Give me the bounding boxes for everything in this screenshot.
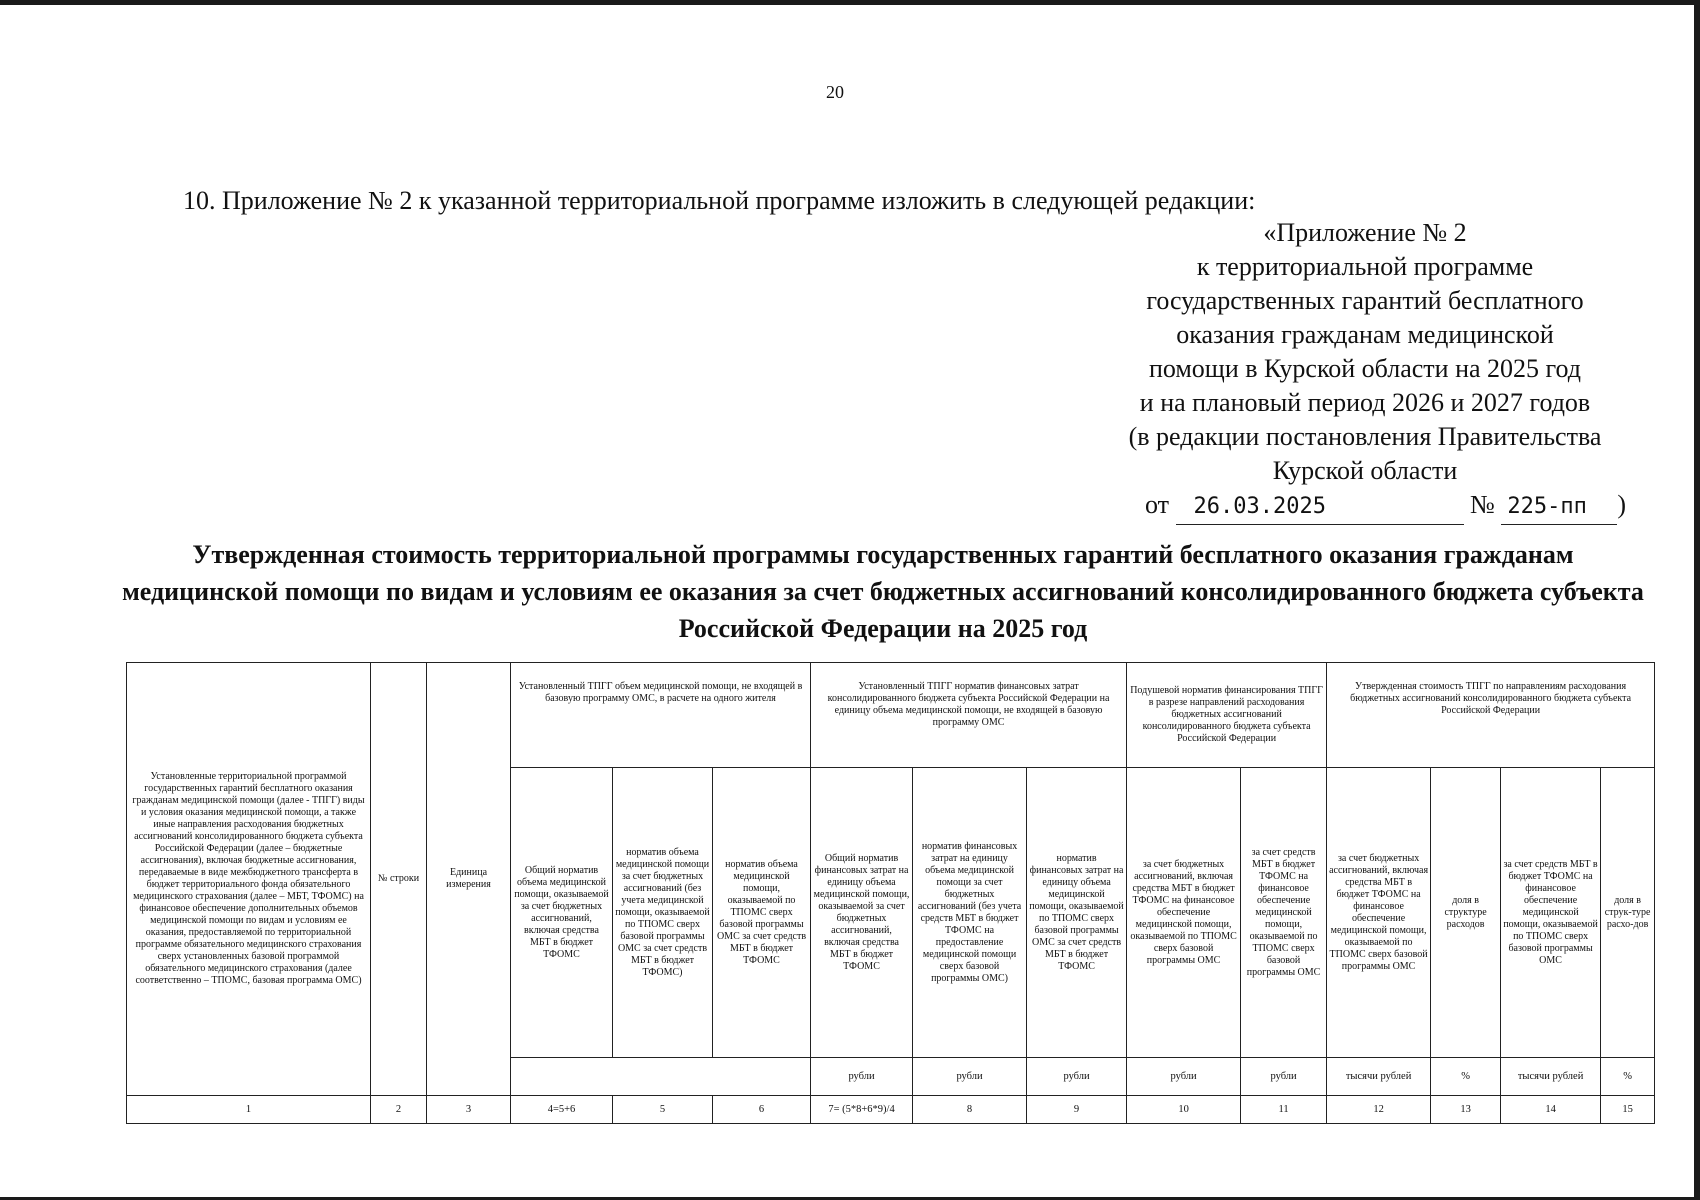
units-blank: [511, 1058, 811, 1096]
appendix-line: «Приложение № 2: [1263, 218, 1467, 247]
scan-border-right: [1694, 0, 1700, 1200]
subheader-col-11: за счет средств МБТ в бюджет ТФОМС на финансовое обеспечение медицинской помощи, оказываемой по ТПОМС сверх базовой программы ОМС: [1241, 768, 1327, 1058]
unit-col-12: тысячи рублей: [1327, 1058, 1431, 1096]
column-number: 10: [1127, 1096, 1241, 1124]
column-number: 14: [1501, 1096, 1601, 1124]
column-number: 1: [127, 1096, 371, 1124]
table-title: Утвержденная стоимость территориальной программы государственных гарантий бесплатного оказания гражданам медицинской помощи по видам и условиям ее оказания за счет бюджетных ассигнований консолидированного бюджета субъекта Российской Федерации на 2025 год: [122, 540, 1644, 643]
closing-paren: ): [1617, 490, 1627, 519]
resolution-number: 225-пп: [1501, 490, 1617, 525]
amendment-text: 10. Приложение № 2 к указанной территориальной программе изложить в следующей редакции:: [183, 186, 1256, 215]
subheader-col-10: за счет бюджетных ассигнований, включая средства МБТ в бюджет ТФОМС на финансовое обеспечение медицинской помощи, оказываемой по ТПОМС сверх базовой программы ОМС: [1127, 768, 1241, 1058]
unit-col-14: тысячи рублей: [1501, 1058, 1601, 1096]
header-col-2: № строки: [371, 663, 427, 1096]
column-number: 9: [1027, 1096, 1127, 1124]
scan-border-top: [0, 0, 1700, 5]
appendix-line: к территориальной программе: [1196, 252, 1534, 281]
column-number: 13: [1431, 1096, 1501, 1124]
page-number: 20: [826, 82, 844, 102]
number-label: №: [1470, 490, 1495, 519]
column-number: 3: [427, 1096, 511, 1124]
appendix-line: оказания гражданам медицинской: [1176, 320, 1554, 349]
unit-col-13: %: [1431, 1058, 1501, 1096]
appendix-line: и на плановый период 2026 и 2027 годов: [1139, 388, 1591, 417]
unit-col-15: %: [1601, 1058, 1655, 1096]
column-number: 6: [713, 1096, 811, 1124]
header-group-cost-norm: Установленный ТПГГ норматив финансовых затрат консолидированного бюджета субъекта Российской Федерации на единицу объема медицинской помощи, не входящей в базовую программу ОМС: [811, 663, 1127, 768]
unit-col-11: рубли: [1241, 1058, 1327, 1096]
unit-col-10: рубли: [1127, 1058, 1241, 1096]
unit-col-8: рубли: [913, 1058, 1027, 1096]
subheader-col-12: за счет бюджетных ассигнований, включая средства МБТ в бюджет ТФОМС на финансовое обеспечение медицинской помощи, оказываемой по ТПОМС сверх базовой программы ОМС: [1327, 768, 1431, 1058]
header-group-volume: Установленный ТПГГ объем медицинской помощи, не входящей в базовую программу ОМС, в расчете на одного жителя: [511, 663, 811, 768]
appendix-heading: [1085, 216, 1645, 525]
appendix-line: Курской области: [1272, 456, 1458, 485]
subheader-col-7: Общий норматив финансовых затрат на единицу объема медицинской помощи, оказываемой за счет бюджетных ассигнований, включая средства МБТ в бюджет ТФОМС: [811, 768, 913, 1058]
from-label: от: [1145, 490, 1170, 519]
column-number: 11: [1241, 1096, 1327, 1124]
resolution-date-line: [1085, 488, 1645, 525]
header-group-per-capita: Подушевой норматив финансирования ТПГГ в разрезе направлений расходования бюджетных ассигнований консолидированного бюджета субъекта Российской Федерации: [1127, 663, 1327, 768]
column-number: 4=5+6: [511, 1096, 613, 1124]
cost-table: [126, 662, 1655, 1124]
appendix-line: (в редакции постановления Правительства: [1128, 422, 1602, 451]
subheader-col-4: Общий норматив объема медицинской помощи, оказываемой за счет бюджетных ассигнований, включая средства МБТ в бюджет ТФОМС: [511, 768, 613, 1058]
subheader-col-14: за счет средств МБТ в бюджет ТФОМС на финансовое обеспечение медицинской помощи, оказываемой по ТПОМС сверх базовой программы ОМС: [1501, 768, 1601, 1058]
header-group-approved-cost: Утвержденная стоимость ТПГГ по направлениям расходования бюджетных ассигнований консолидированного бюджета субъекта Российской Федерации: [1327, 663, 1655, 768]
subheader-col-13: доля в структуре расходов: [1431, 768, 1501, 1058]
header-col-1: Установленные территориальной программой государственных гарантий бесплатного оказания гражданам медицинской помощи (далее - ТПГГ) виды и условия оказания медицинской помощи, а также иные направления расходования бюджетных ассигнований консолидированного бюджета субъекта Российской Федерации (далее – бюджетные ассигнования), включая бюджетные ассигнования, передаваемые в виде межбюджетного трансферта в бюджет территориального фонда обязательного медицинского страхования (далее – МБТ, ТФОМС) на финансовое обеспечение дополнительных объемов медицинской помощи по видам и условиям ее оказания, предоставляемой по территориальной программе обязательного медицинского страхования сверх установленных базовой программой обязательного медицинского страхования (далее соответственно – ТПОМС, базовая программа ОМС): [127, 663, 371, 1096]
header-col-3: Единица измерения: [427, 663, 511, 1096]
column-number: 5: [613, 1096, 713, 1124]
column-number: 15: [1601, 1096, 1655, 1124]
column-number: 7= (5*8+6*9)/4: [811, 1096, 913, 1124]
column-number: 8: [913, 1096, 1027, 1124]
subheader-col-15: доля в струк-туре расхо-дов: [1601, 768, 1655, 1058]
resolution-date: 26.03.2025: [1176, 490, 1464, 525]
appendix-line: помощи в Курской области на 2025 год: [1148, 354, 1582, 383]
subheader-col-5: норматив объема медицинской помощи за счет бюджетных ассигнований (без учета медицинской помощи, оказываемой по ТПОМС сверх базовой программы ОМС за счет средств МБТ в бюджет ТФОМС): [613, 768, 713, 1058]
unit-col-7: рубли: [811, 1058, 913, 1096]
column-number: 12: [1327, 1096, 1431, 1124]
unit-col-9: рубли: [1027, 1058, 1127, 1096]
subheader-col-6: норматив объема медицинской помощи, оказываемой по ТПОМС сверх базовой программы ОМС за счет средств МБТ в бюджет ТФОМС: [713, 768, 811, 1058]
subheader-col-8: норматив финансовых затрат на единицу объема медицинской помощи за счет бюджетных ассигнований (без учета средств МБТ в бюджет ТФОМС на предоставление медицинской помощи сверх базовой программы ОМС): [913, 768, 1027, 1058]
subheader-col-9: норматив финансовых затрат на единицу объема медицинской помощи, оказываемой по ТПОМС сверх базовой программы ОМС за счет средств МБТ в бюджет ТФОМС: [1027, 768, 1127, 1058]
appendix-line: государственных гарантий бесплатного: [1146, 286, 1584, 315]
column-number: 2: [371, 1096, 427, 1124]
